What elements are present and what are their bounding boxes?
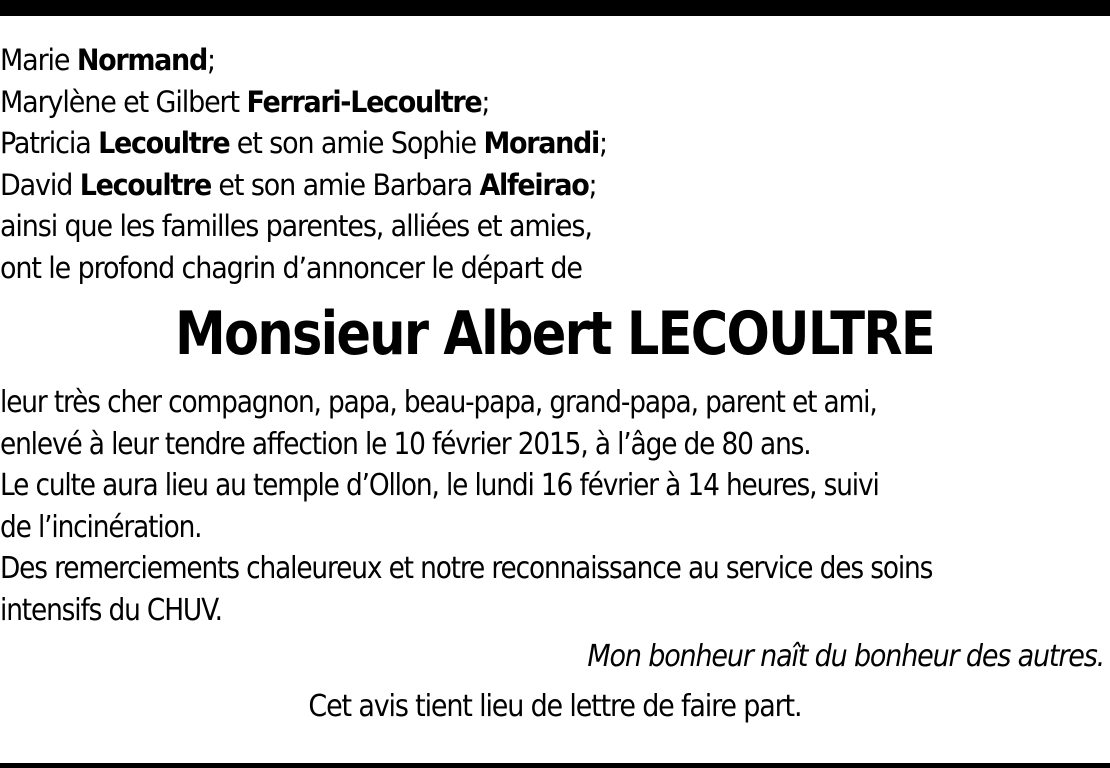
- notice-body: [0, 382, 1110, 631]
- family-line-david: [0, 165, 1032, 207]
- line-end-punctuation: ;: [599, 126, 607, 160]
- family-surname: Ferrari-Lecoultre: [246, 84, 482, 119]
- body-line: leur très cher compagnon, papa, beau-papa, grand-papa, parent et ami,: [0, 385, 877, 420]
- family-companion-text: et son amie Sophie: [229, 126, 484, 160]
- family-given-name: David: [0, 167, 80, 202]
- family-companion-surname: Morandi: [483, 126, 600, 160]
- body-line: enlevé à leur tendre affection le 10 février 2015, à l’âge de 80 ans.: [0, 426, 811, 462]
- intro-line: ont le profond chagrin d’annoncer le départ de: [0, 250, 582, 285]
- family-line-marylene-gilbert: [0, 82, 1032, 124]
- body-line: Des remerciements chaleureux et notre reconnaissance au service des soins: [0, 551, 933, 586]
- line-end-punctuation: ;: [588, 167, 597, 202]
- line-end-punctuation: ;: [206, 43, 215, 77]
- footer-note-text: Cet avis tient lieu de lettre de faire part.: [308, 689, 802, 724]
- family-surname: Normand: [76, 43, 207, 77]
- notice-content: [0, 40, 1110, 730]
- family-given-name: Marylène et Gilbert: [0, 84, 247, 119]
- body-line: de l’incinération.: [0, 509, 202, 545]
- motto-text: Mon bonheur naît du bonheur des autres.: [587, 639, 1104, 674]
- family-given-name: Marie: [0, 43, 77, 77]
- motto-quote: [0, 634, 1110, 680]
- bottom-border-rule: [0, 763, 1110, 768]
- body-line: Le culte aura lieu au temple d’Ollon, le lundi 16 février à 14 heures, suivi: [0, 468, 879, 503]
- family-companion-text: et son amie Barbara: [210, 167, 480, 202]
- family-surname: Lecoultre: [79, 167, 211, 202]
- line-end-punctuation: ;: [481, 84, 490, 119]
- body-line: intensifs du CHUV.: [0, 592, 222, 628]
- family-companion-surname: Alfeirao: [479, 167, 589, 202]
- deceased-name-heading: [0, 292, 1110, 376]
- deceased-name: Monsieur Albert LECOULTRE: [175, 299, 935, 369]
- intro-line: ainsi que les familles parentes, alliées et amies,: [0, 209, 592, 243]
- footer-note: [0, 684, 1110, 730]
- top-border-rule: [0, 0, 1110, 16]
- family-list: [0, 40, 1110, 289]
- family-surname: Lecoultre: [98, 126, 230, 160]
- family-line-marie: [0, 40, 1032, 82]
- family-given-name: Patricia: [0, 126, 99, 160]
- family-line-patricia: [0, 123, 1032, 165]
